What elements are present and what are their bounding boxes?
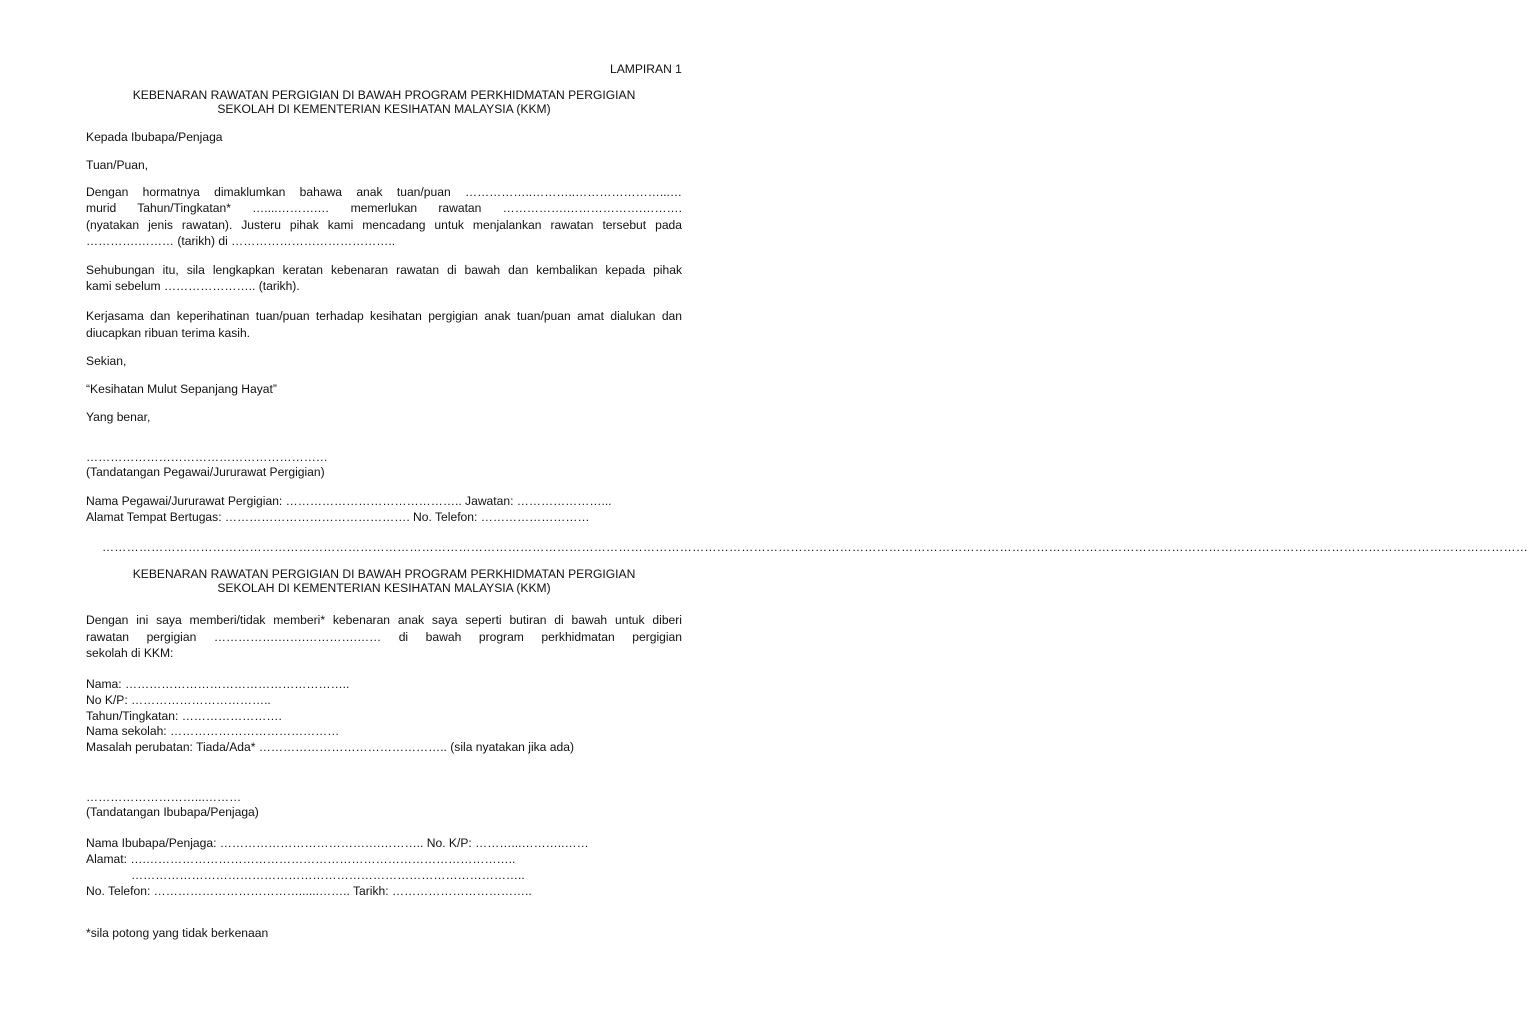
motto: “Kesihatan Mulut Sepanjang Hayat” bbox=[86, 382, 277, 396]
paragraph-1-line-3: (nyatakan jenis rawatan). Justeru pihak kami mencadang untuk menjalankan rawatan tersebut pada bbox=[86, 218, 682, 232]
yours-faithfully: Yang benar, bbox=[86, 410, 151, 424]
parent-address-line-2: …………………………………………………………………………………….. bbox=[131, 868, 525, 882]
parent-phone-date-line: No. Telefon: ………………………………......…….. Tarikh: …………………………….. bbox=[86, 884, 532, 898]
field-medical-problem: Masalah perubatan: Tiada/Ada* ……………………………………….. (sila nyatakan jika ada) bbox=[86, 740, 574, 754]
paragraph-1-line-1: Dengan hormatnya dimaklumkan bahawa anak tuan/puan ……………..………..…………………...… bbox=[86, 185, 682, 199]
salutation: Tuan/Puan, bbox=[86, 158, 149, 172]
paragraph-3-line-2: diucapkan ribuan terima kasih. bbox=[86, 326, 251, 340]
letter-title-line-1: KEBENARAN RAWATAN PERGIGIAN DI BAWAH PROGRAM PERKHIDMATAN PERGIGIAN bbox=[132, 88, 636, 102]
paragraph-1-line-4: ………….……… (tarikh) di ………………………………….. bbox=[86, 234, 396, 248]
parent-signature-caption: (Tandatangan Ibubapa/Penjaga) bbox=[86, 805, 259, 819]
appendix-label: LAMPIRAN 1 bbox=[610, 62, 682, 76]
officer-signature-caption: (Tandatangan Pegawai/Jururawat Pergigian) bbox=[86, 465, 325, 479]
parent-name-ic-line: Nama Ibubapa/Penjaga: ………………………………….……….. No. K/P: ………...………..…… bbox=[86, 836, 589, 850]
letter-title-line-2: SEKOLAH DI KEMENTERIAN KESIHATAN MALAYSIA (KKM) bbox=[217, 102, 551, 116]
consent-line-2: rawatan pergigian …………….…….………….…… di bawah program perkhidmatan pergigian bbox=[86, 630, 682, 644]
paragraph-2-line-1: Sehubungan itu, sila lengkapkan keratan kebenaran rawatan di bawah dan kembalikan kepada pihak bbox=[86, 263, 682, 277]
parent-signature-line: ………………………...……… bbox=[86, 790, 242, 804]
cut-line: …………………………………………………………………………………………………………………………………………………………………………………………………………………………………………………………………………………………………………………… bbox=[102, 540, 1528, 554]
closing: Sekian, bbox=[86, 354, 127, 368]
consent-line-3: sekolah di KKM: bbox=[86, 646, 174, 660]
field-school-name: Nama sekolah: …………………………………… bbox=[86, 724, 340, 738]
paragraph-2-line-2: kami sebelum ………………….. (tarikh). bbox=[86, 279, 300, 293]
paragraph-3-line-1: Kerjasama dan keperihatinan tuan/puan terhadap kesihatan pergigian anak tuan/puan amat dialukan dan bbox=[86, 309, 682, 323]
officer-address-phone-line: Alamat Tempat Bertugas: ………………………………………. No. Telefon: ……………………… bbox=[86, 510, 590, 524]
slip-title-line-1: KEBENARAN RAWATAN PERGIGIAN DI BAWAH PROGRAM PERKHIDMATAN PERGIGIAN bbox=[132, 567, 636, 581]
recipient: Kepada Ibubapa/Penjaga bbox=[86, 130, 223, 144]
field-ic-number: No K/P: …………………………….. bbox=[86, 693, 271, 707]
consent-line-1: Dengan ini saya memberi/tidak memberi* kebenaran anak saya seperti butiran di bawah untuk diberi bbox=[86, 613, 682, 627]
footnote: *sila potong yang tidak berkenaan bbox=[86, 926, 269, 940]
field-child-name: Nama: ……………………………………………….. bbox=[86, 677, 350, 691]
field-year-form: Tahun/Tingkatan: ……………………. bbox=[86, 709, 282, 723]
officer-signature-line: …………………………………………………… bbox=[86, 450, 328, 464]
parent-address-line-1: Alamat: ….……………………………………………………………………………….. bbox=[86, 852, 516, 866]
slip-title-line-2: SEKOLAH DI KEMENTERIAN KESIHATAN MALAYSIA (KKM) bbox=[217, 581, 551, 595]
officer-name-position-line: Nama Pegawai/Jururawat Pergigian: …………………………………….. Jawatan: …………………... bbox=[86, 494, 612, 508]
paragraph-1-line-2: murid Tahun/Tingkatan* …....……….… memerlukan rawatan …………….……………….………. bbox=[86, 201, 682, 215]
